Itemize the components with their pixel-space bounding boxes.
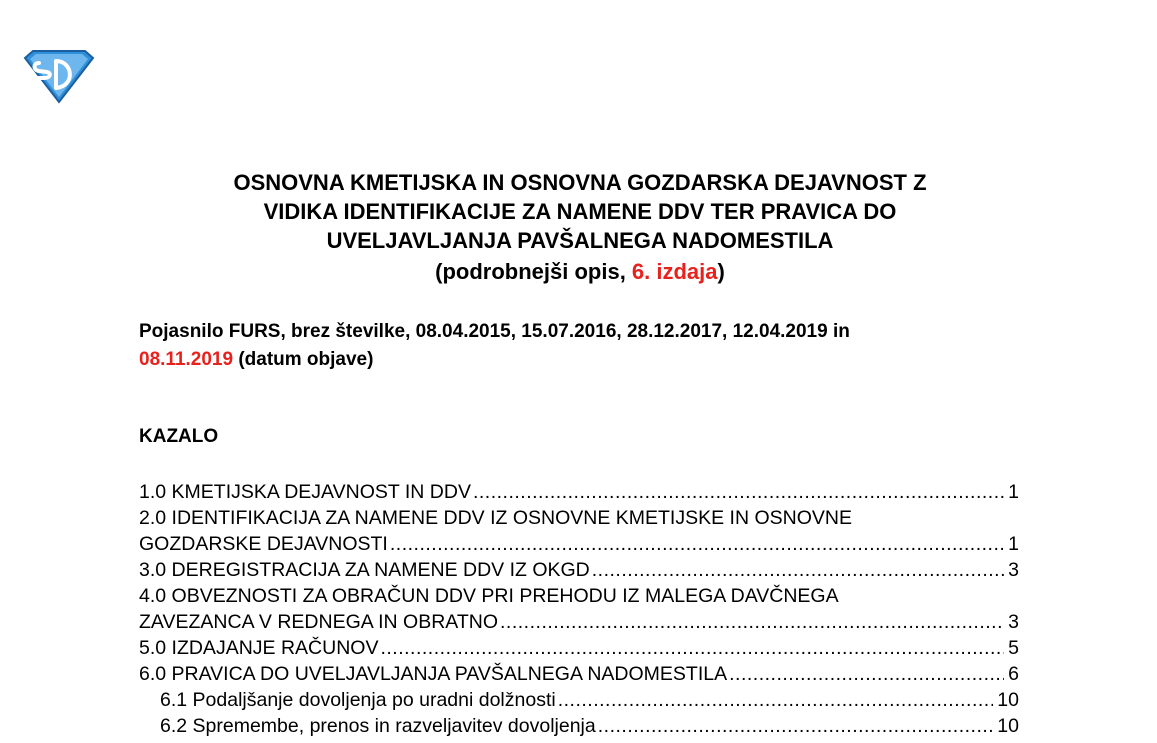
toc-entry-title: 5.0 IZDAJANJE RAČUNOV <box>139 637 379 659</box>
subtitle-close: ) <box>717 259 725 284</box>
notice-suffix: (datum objave) <box>233 349 374 370</box>
title-subtitle <box>130 257 1030 286</box>
sd-shield-logo-icon <box>21 48 96 104</box>
latest-date: 08.11.2019 <box>139 349 234 370</box>
toc-entry-title: ZAVEZANCA V REDNEGA IN OBRATNO <box>139 611 499 633</box>
toc-entry-1[interactable] <box>139 479 1019 505</box>
edition-label: 6. izdaja <box>631 259 718 284</box>
toc-entry-2[interactable] <box>139 531 1019 557</box>
toc-entry-title: GOZDARSKE DEJAVNOSTI <box>139 533 388 555</box>
toc-entry-6-2[interactable] <box>139 713 1019 739</box>
title-line-3: UVELJAVLJANJA PAVŠALNEGA NADOMESTILA <box>326 228 834 253</box>
toc-entry-title: 6.1 Podaljšanje dovoljenja po uradni dolžnosti <box>160 689 556 711</box>
toc-entry-page: 6 <box>1008 663 1019 685</box>
toc-entry-5[interactable] <box>139 635 1019 661</box>
toc-heading: KAZALO <box>139 426 219 447</box>
toc-entry-4-first-line[interactable]: 4.0 OBVEZNOSTI ZA OBRAČUN DDV PRI PREHODU IZ MALEGA DAVČNEGA <box>139 585 839 607</box>
toc-leader-dots <box>729 661 1004 687</box>
toc-leader-dots <box>592 557 1004 583</box>
toc-entry-4[interactable] <box>139 609 1019 635</box>
subtitle-open: (podrobnejši opis, <box>435 259 632 284</box>
toc-leader-dots <box>390 531 1004 557</box>
title-line-1: OSNOVNA KMETIJSKA IN OSNOVNA GOZDARSKA DEJAVNOST Z <box>233 170 927 195</box>
toc-entry-page: 10 <box>997 715 1019 737</box>
document-title <box>130 168 1030 286</box>
title-line-2: VIDIKA IDENTIFIKACIJE ZA NAMENE DDV TER PRAVICA DO <box>263 199 897 224</box>
toc-entry-title: 3.0 DEREGISTRACIJA ZA NAMENE DDV IZ OKGD <box>139 559 590 581</box>
toc-entry-page: 3 <box>1008 611 1019 633</box>
toc-entry-6[interactable] <box>139 661 1019 687</box>
toc-entry-6-1[interactable] <box>139 687 1019 713</box>
toc-entry-page: 5 <box>1008 637 1019 659</box>
toc-leader-dots <box>380 635 1004 661</box>
toc-entry-title: 6.2 Spremembe, prenos in razveljavitev dovoljenja <box>160 715 596 737</box>
toc-leader-dots <box>558 687 994 713</box>
toc-entry-2-first-line[interactable]: 2.0 IDENTIFIKACIJA ZA NAMENE DDV IZ OSNOVNE KMETIJSKE IN OSNOVNE <box>139 507 852 529</box>
table-of-contents <box>139 479 1019 739</box>
notice-line-1: Pojasnilo FURS, brez številke, 08.04.2015, 15.07.2016, 28.12.2017, 12.04.2019 in <box>139 321 850 342</box>
toc-leader-dots <box>500 609 1004 635</box>
toc-entry-3[interactable] <box>139 557 1019 583</box>
toc-entry-page: 1 <box>1008 481 1019 503</box>
toc-entry-title: 6.0 PRAVICA DO UVELJAVLJANJA PAVŠALNEGA NADOMESTILA <box>139 663 728 685</box>
toc-entry-page: 1 <box>1008 533 1019 555</box>
toc-leader-dots <box>473 479 1004 505</box>
toc-entry-page: 10 <box>997 689 1019 711</box>
toc-entry-title: 1.0 KMETIJSKA DEJAVNOST IN DDV <box>139 481 471 503</box>
toc-leader-dots <box>598 713 994 739</box>
toc-entry-page: 3 <box>1008 559 1019 581</box>
notice-paragraph <box>139 318 1023 374</box>
